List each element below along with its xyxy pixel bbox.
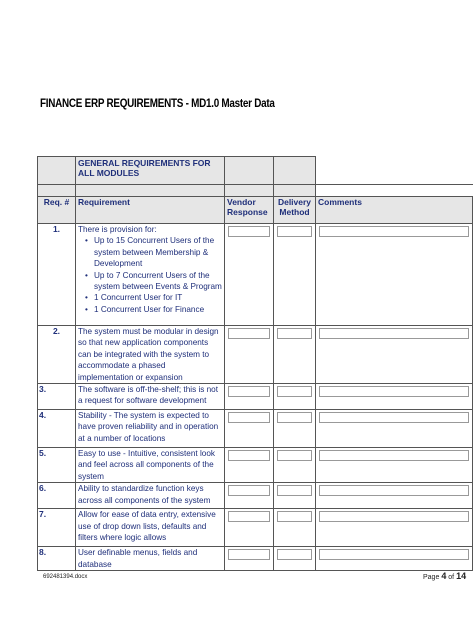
section-header-empty (316, 157, 473, 185)
requirement-text: Ability to standardize function keys across all components of the system (76, 483, 225, 509)
delivery-method-field[interactable] (277, 549, 312, 560)
requirement-text: Easy to use - Intuitive, consistent look and feel across all components of the system (76, 448, 225, 483)
comments-cell[interactable] (316, 410, 473, 448)
req-number: 6. (38, 483, 76, 509)
delivery-method-cell[interactable] (274, 448, 316, 483)
section-header-blank (225, 157, 274, 185)
delivery-method-field[interactable] (277, 328, 312, 339)
table-row (38, 410, 473, 448)
section-header: GENERAL REQUIREMENTS FOR ALL MODULES (76, 157, 225, 185)
table-row (38, 547, 473, 571)
column-header-req-num: Req. # (38, 197, 76, 224)
comments-field[interactable] (319, 412, 469, 423)
comments-field[interactable] (319, 511, 469, 522)
table-row (38, 326, 473, 384)
spacer-cell (274, 185, 316, 197)
page-current: 4 (441, 571, 447, 581)
comments-field[interactable] (319, 328, 469, 339)
column-header-requirement: Requirement (76, 197, 225, 224)
vendor-response-field[interactable] (228, 549, 270, 560)
list-item: • Up to 15 Concurrent Users of the system between Membership & Development (94, 235, 222, 269)
delivery-method-cell[interactable] (274, 509, 316, 547)
column-header-comments: Comments (316, 197, 473, 224)
vendor-response-cell[interactable] (225, 547, 274, 571)
list-item: • 1 Concurrent User for Finance (94, 304, 222, 315)
table-row (38, 448, 473, 483)
vendor-response-field[interactable] (228, 450, 270, 461)
spacer-cell (316, 185, 473, 197)
comments-field[interactable] (319, 485, 469, 496)
vendor-response-field[interactable] (228, 412, 270, 423)
requirement-text: User definable menus, fields and database (76, 547, 225, 571)
delivery-method-cell[interactable] (274, 224, 316, 326)
delivery-method-field[interactable] (277, 386, 312, 397)
table-row (38, 224, 473, 326)
table-row (38, 384, 473, 410)
delivery-method-cell[interactable] (274, 410, 316, 448)
req-number: 2. (38, 326, 76, 384)
requirement-intro: There is provision for: (78, 225, 157, 234)
delivery-method-field[interactable] (277, 485, 312, 496)
column-header-row (38, 197, 473, 224)
requirement-text (76, 224, 225, 326)
delivery-method-cell[interactable] (274, 326, 316, 384)
vendor-response-field[interactable] (228, 511, 270, 522)
comments-cell[interactable] (316, 326, 473, 384)
section-header-blank (38, 157, 76, 185)
delivery-method-field[interactable] (277, 450, 312, 461)
requirement-text: Allow for ease of data entry, extensive use of drop down lists, defaults and filters where logic allows (76, 509, 225, 547)
list-item: • 1 Concurrent User for IT (94, 292, 222, 303)
page-total: 14 (456, 571, 467, 581)
vendor-response-cell[interactable] (225, 483, 274, 509)
req-number: 5. (38, 448, 76, 483)
comments-cell[interactable] (316, 509, 473, 547)
page-title: FINANCE ERP REQUIREMENTS - MD1.0 Master Data (40, 98, 275, 110)
requirement-text: The system must be modular in design so that new application components can be integrated with the system to accommodate a phased implementation or expansion (76, 326, 225, 384)
requirements-table (37, 156, 473, 571)
column-header-delivery-method: Delivery Method (274, 197, 316, 224)
vendor-response-cell[interactable] (225, 410, 274, 448)
page-label: Page (423, 574, 440, 581)
req-number: 4. (38, 410, 76, 448)
req-number: 7. (38, 509, 76, 547)
vendor-response-field[interactable] (228, 485, 270, 496)
vendor-response-field[interactable] (228, 328, 270, 339)
spacer-cell (225, 185, 274, 197)
column-header-vendor-response: Vendor Response (225, 197, 274, 224)
vendor-response-field[interactable] (228, 226, 270, 237)
req-number: 8. (38, 547, 76, 571)
comments-cell[interactable] (316, 224, 473, 326)
delivery-method-cell[interactable] (274, 384, 316, 410)
spacer-row (38, 185, 473, 197)
comments-field[interactable] (319, 226, 469, 237)
req-number: 1. (38, 224, 76, 326)
delivery-method-field[interactable] (277, 412, 312, 423)
comments-cell[interactable] (316, 547, 473, 571)
comments-field[interactable] (319, 386, 469, 397)
delivery-method-cell[interactable] (274, 483, 316, 509)
page-of: of (448, 574, 455, 581)
section-header-row (38, 157, 473, 185)
vendor-response-cell[interactable] (225, 509, 274, 547)
footer-page-number (423, 571, 466, 581)
delivery-method-field[interactable] (277, 226, 312, 237)
delivery-method-field[interactable] (277, 511, 312, 522)
delivery-method-cell[interactable] (274, 547, 316, 571)
requirement-bullet-list (78, 235, 222, 315)
requirement-text: Stability - The system is expected to have proven reliability and in operation at a number of locations (76, 410, 225, 448)
comments-cell[interactable] (316, 448, 473, 483)
vendor-response-cell[interactable] (225, 326, 274, 384)
vendor-response-cell[interactable] (225, 448, 274, 483)
vendor-response-cell[interactable] (225, 384, 274, 410)
vendor-response-field[interactable] (228, 386, 270, 397)
comments-cell[interactable] (316, 384, 473, 410)
section-header-blank (274, 157, 316, 185)
comments-cell[interactable] (316, 483, 473, 509)
table-row (38, 509, 473, 547)
vendor-response-cell[interactable] (225, 224, 274, 326)
table-row (38, 483, 473, 509)
spacer-cell (76, 185, 225, 197)
requirement-text: The software is off-the-shelf; this is not a request for software development (76, 384, 225, 410)
comments-field[interactable] (319, 450, 469, 461)
comments-field[interactable] (319, 549, 469, 560)
list-item: • Up to 7 Concurrent Users of the system between Events & Program (94, 270, 222, 293)
req-number: 3. (38, 384, 76, 410)
footer-filename: 692481394.docx (43, 574, 88, 580)
spacer-cell (38, 185, 76, 197)
